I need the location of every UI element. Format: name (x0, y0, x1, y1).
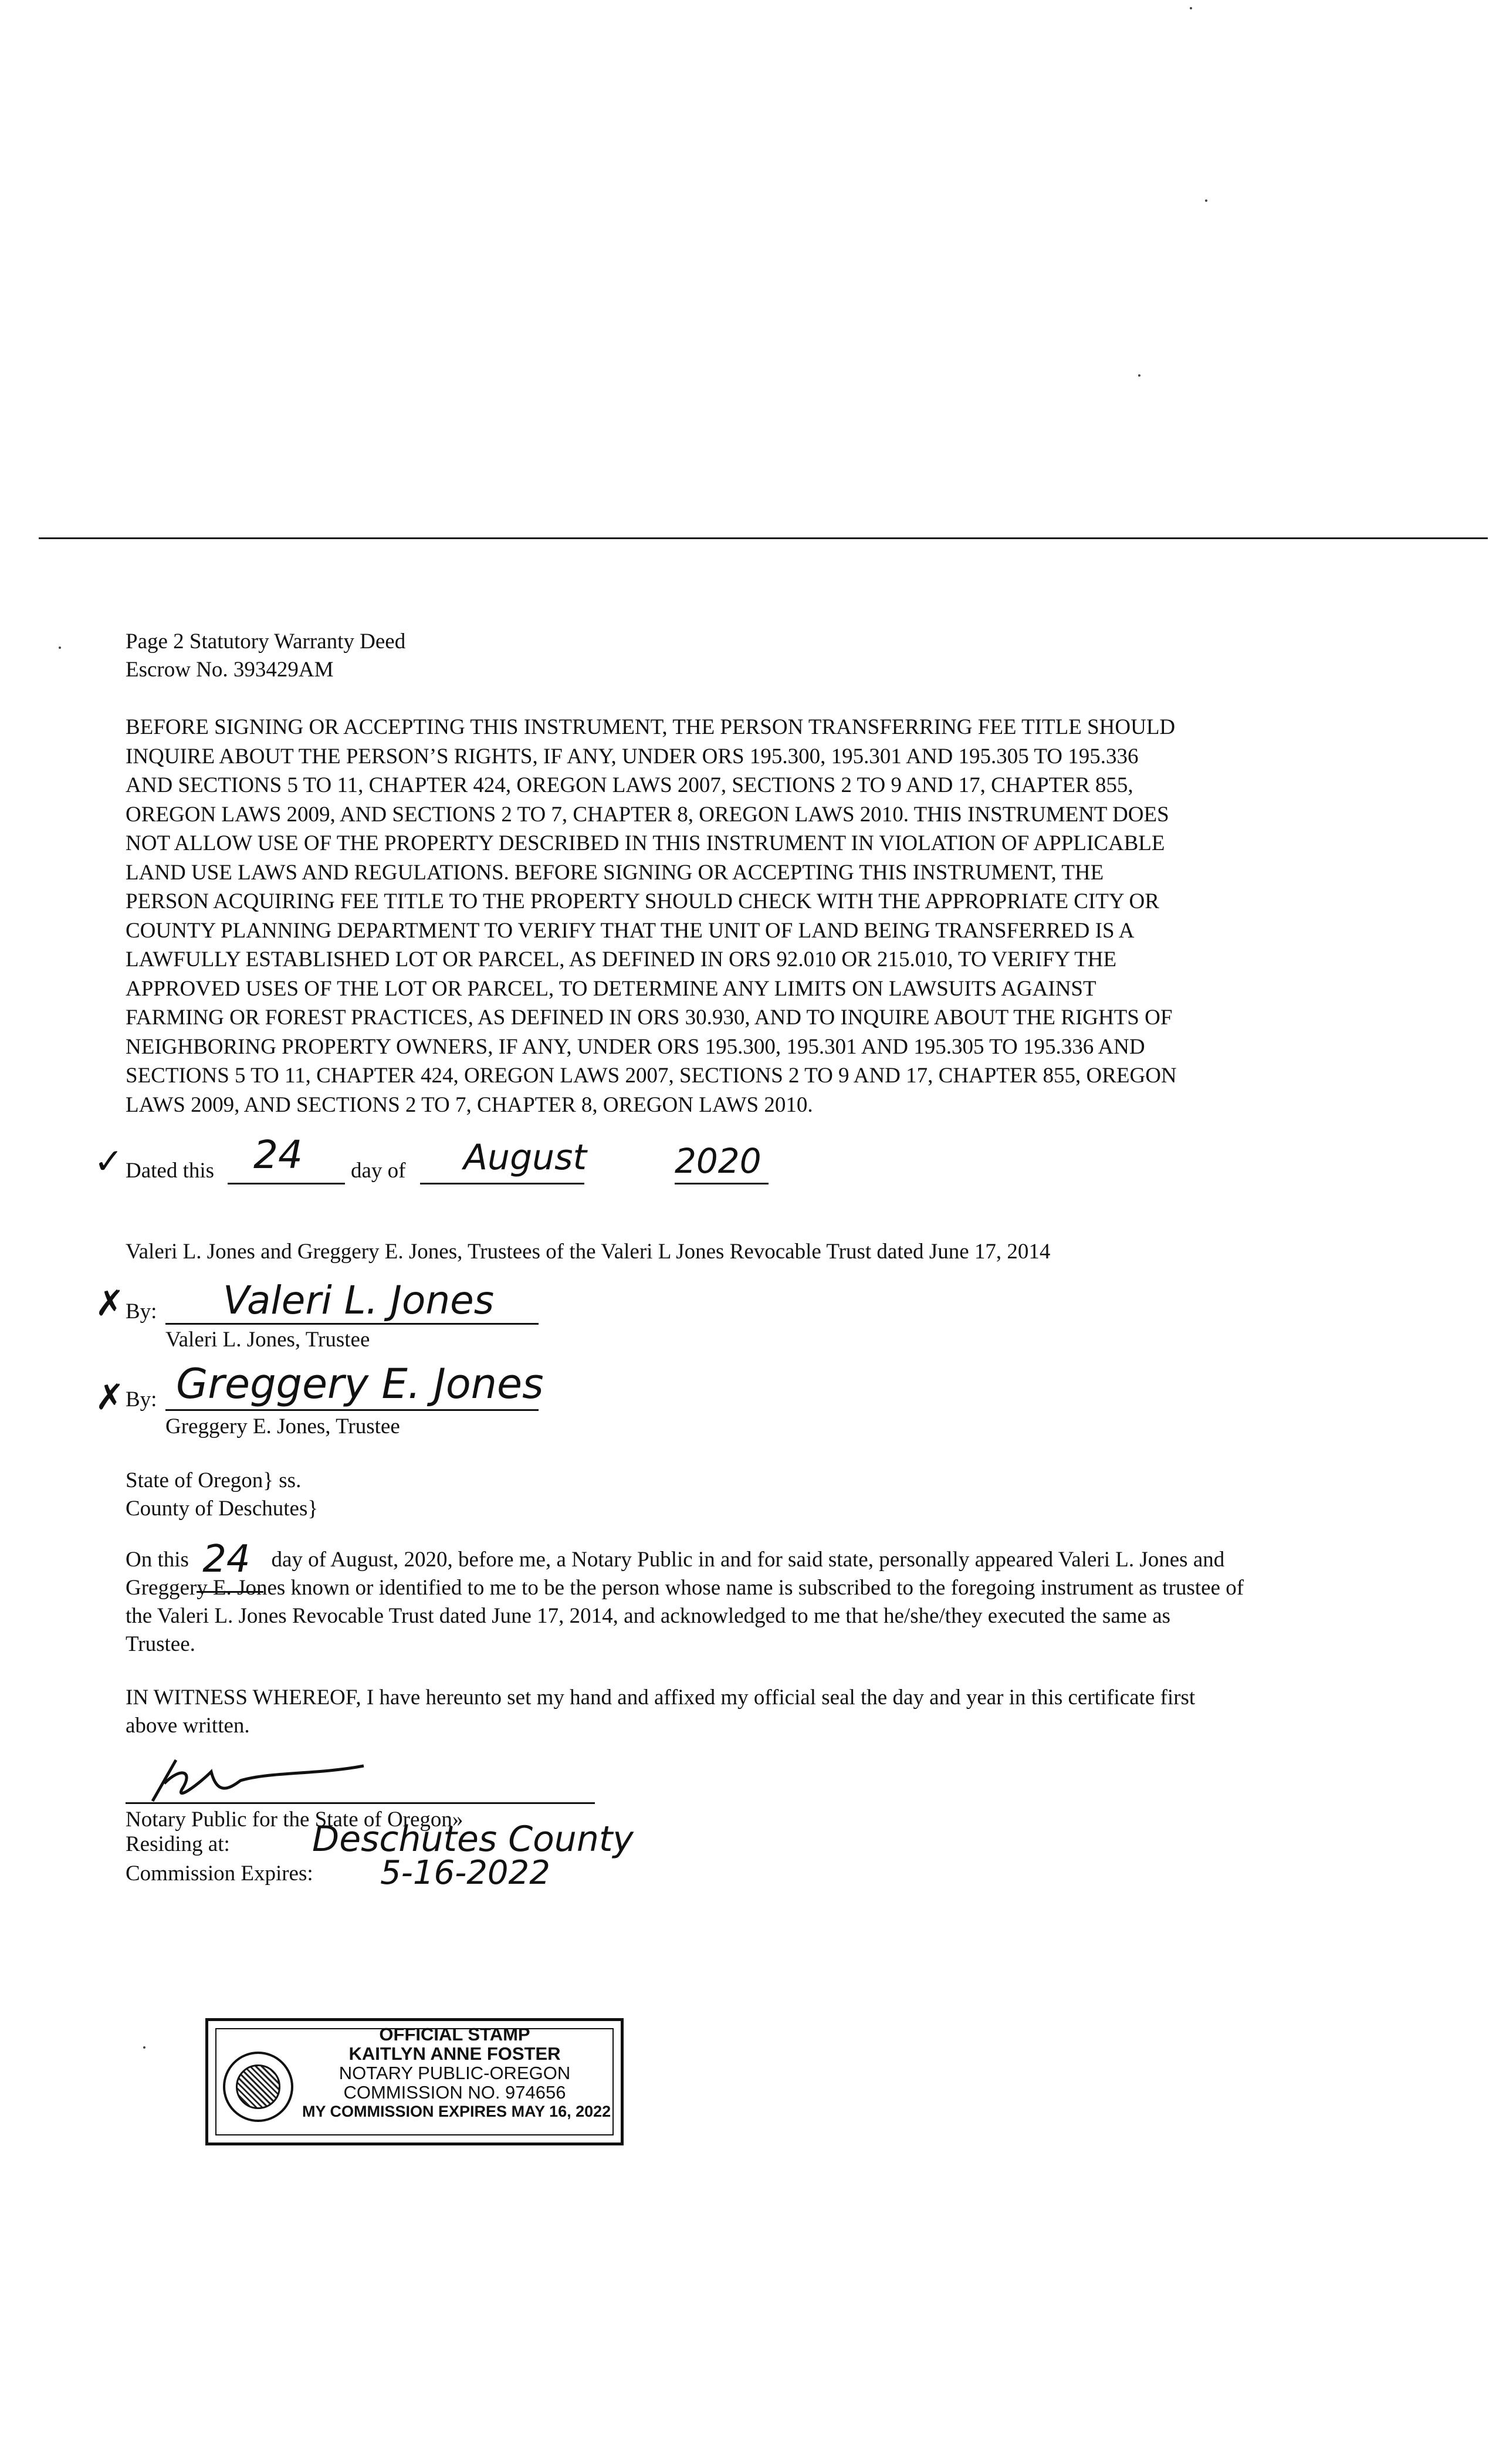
ack-day-handwritten: 24 (202, 1538, 251, 1581)
venue-state: State of Oregon} ss. (126, 1468, 302, 1492)
dated-month-handwritten: August (463, 1137, 587, 1178)
top-horizontal-rule (39, 537, 1488, 539)
notice-line: FARMING OR FOREST PRACTICES, AS DEFINED IN ORS 30.930, AND TO INQUIRE ABOUT THE RIGHTS OF (126, 1006, 1173, 1030)
stamp-line: COMMISSION NO. 974656 (343, 2082, 566, 2103)
notice-line: LAWS 2009, AND SECTIONS 2 TO 7, CHAPTER 8, OREGON LAWS 2010. (126, 1092, 813, 1117)
ack-prefix: On this (126, 1548, 189, 1572)
dated-day-of: day of (351, 1159, 406, 1183)
notary-residing-value: Deschutes County (312, 1819, 634, 1860)
acknowledgment-line1 (126, 1538, 1225, 1581)
notice-line: SECTIONS 5 TO 11, CHAPTER 424, OREGON LAWS 2007, SECTIONS 2 TO 9 AND 17, CHAPTER 855, OREGON (126, 1064, 1177, 1088)
signature-greggery-jones: Greggery E. Jones (176, 1360, 544, 1408)
notice-line: APPROVED USES OF THE LOT OR PARCEL, TO DETERMINE ANY LIMITS ON LAWSUITS AGAINST (126, 976, 1096, 1001)
notice-line: OREGON LAWS 2009, AND SECTIONS 2 TO 7, CHAPTER 8, OREGON LAWS 2010. THIS INSTRUMENT DOES (126, 802, 1169, 827)
notary-residing-label: Residing at: (126, 1832, 230, 1856)
notary-commission-value: 5-16-2022 (380, 1854, 550, 1892)
notice-line: AND SECTIONS 5 TO 11, CHAPTER 424, OREGON LAWS 2007, SECTIONS 2 TO 9 AND 17, CHAPTER 855, (126, 773, 1133, 797)
dated-prefix: Dated this (126, 1159, 215, 1183)
notice-line: LAND USE LAWS AND REGULATIONS. BEFORE SIGNING OR ACCEPTING THIS INSTRUMENT, THE (126, 860, 1104, 885)
notice-line: INQUIRE ABOUT THE PERSON’S RIGHTS, IF ANY, UNDER ORS 195.300, 195.301 AND 195.305 TO 195.336 (126, 744, 1139, 769)
statutory-notice (126, 713, 1177, 1119)
stamp-line: KAITLYN ANNE FOSTER (348, 2043, 561, 2064)
stamp-line: MY COMMISSION EXPIRES MAY 16, 2022 (302, 2103, 611, 2120)
notice-line: LAWFULLY ESTABLISHED LOT OR PARCEL, AS DEFINED IN ORS 92.010 OR 215.010, TO VERIFY THE (126, 947, 1117, 972)
signature-mark-icon: ✗ (95, 1378, 125, 1417)
by-label: By: (126, 1387, 157, 1412)
page-header (126, 628, 405, 684)
scan-speck (1138, 374, 1140, 377)
dated-year-handwritten: 2020 (675, 1141, 761, 1181)
scan-speck (143, 2046, 145, 2049)
escrow-number: Escrow No. 393429AM (126, 658, 334, 682)
scan-speck (1190, 7, 1192, 9)
notice-line: NEIGHBORING PROPERTY OWNERS, IF ANY, UNDER ORS 195.300, 195.301 AND 195.305 TO 195.336 AND (126, 1034, 1145, 1059)
official-notary-stamp (205, 2018, 624, 2145)
signature-valeri-jones: Valeri L. Jones (223, 1278, 495, 1323)
witness-line: IN WITNESS WHEREOF, I have hereunto set my hand and affixed my official seal the day and year in this certificate first (126, 1685, 1196, 1710)
stamp-line: NOTARY PUBLIC-OREGON (339, 2063, 571, 2083)
oregon-state-seal-icon (223, 2052, 293, 2122)
notary-commission-label: Commission Expires: (126, 1861, 313, 1886)
scan-speck (59, 647, 61, 649)
notice-line: BEFORE SIGNING OR ACCEPTING THIS INSTRUMENT, THE PERSON TRANSFERRING FEE TITLE SHOULD (126, 715, 1176, 739)
witness-line: above written. (126, 1714, 250, 1738)
check-mark-icon: ✓ (94, 1142, 124, 1181)
by-label: By: (126, 1299, 157, 1324)
signature-mark-icon: ✗ (95, 1284, 125, 1323)
venue-county: County of Deschutes} (126, 1497, 319, 1521)
stamp-line: OFFICIAL STAMP (379, 2024, 530, 2045)
printed-name: Greggery E. Jones, Trustee (165, 1414, 400, 1439)
dated-day-handwritten: 24 (253, 1132, 303, 1177)
notice-line: PERSON ACQUIRING FEE TITLE TO THE PROPERTY SHOULD CHECK WITH THE APPROPRIATE CITY OR (126, 889, 1159, 913)
stamp-text (302, 2024, 611, 2121)
acknowledgment-line: the Valeri L. Jones Revocable Trust dated June 17, 2014, and acknowledged to me that he/she/they executed the same as (126, 1604, 1171, 1628)
deed-page-title: Page 2 Statutory Warranty Deed (126, 629, 406, 654)
notice-line: NOT ALLOW USE OF THE PROPERTY DESCRIBED IN THIS INSTRUMENT IN VIOLATION OF APPLICABLE (126, 831, 1165, 855)
printed-name: Valeri L. Jones, Trustee (165, 1328, 370, 1352)
witness-clause (126, 1684, 1195, 1740)
acknowledgment-line: Trustee. (126, 1632, 195, 1656)
ack-line1-rest: day of August, 2020, before me, a Notary Public in and for said state, personally appeared Valeri L. Jones and (271, 1548, 1225, 1572)
notary-title: Notary Public for the State of Oregon» (126, 1808, 463, 1832)
scan-speck (1205, 199, 1207, 202)
venue (126, 1467, 318, 1523)
grantors-line: Valeri L. Jones and Greggery E. Jones, Trustees of the Valeri L Jones Revocable Trust dated June 17, 2014 (126, 1240, 1051, 1264)
notice-line: COUNTY PLANNING DEPARTMENT TO VERIFY THAT THE UNIT OF LAND BEING TRANSFERRED IS A (126, 918, 1135, 943)
acknowledgment-line: Greggery E. Jones known or identified to me to be the person whose name is subscribed to the foregoing instrument as trustee of (126, 1576, 1244, 1600)
